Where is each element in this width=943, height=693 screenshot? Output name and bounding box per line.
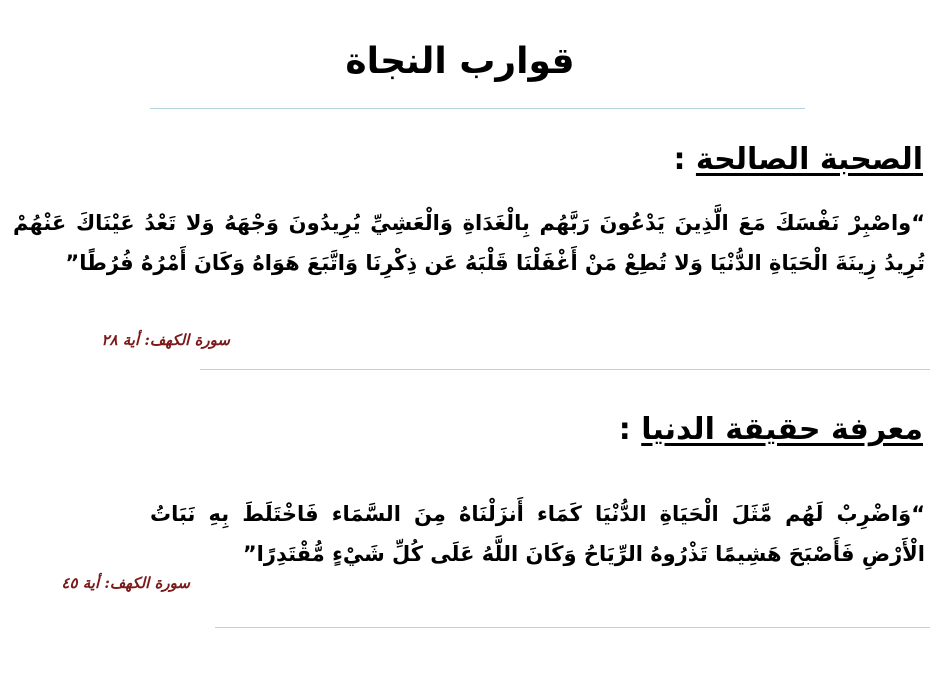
section-heading-text: معرفة حقيقة الدنيا	[641, 412, 923, 447]
title-divider	[150, 108, 805, 109]
section-heading-colon: :	[673, 142, 696, 177]
section-divider-1	[200, 369, 930, 370]
section-heading-colon: :	[618, 412, 642, 447]
page-title: قوارب النجاة	[345, 41, 575, 82]
verse-al-kahf-28: “واصْبِرْ نَفْسَكَ مَعَ الَّذِينَ يَدْعُونَ رَبَّهُم بِالْغَدَاةِ وَالْعَشِيِّ يُرِيدُونَ وَجْهَهُ وَلا تَعْدُ عَيْنَاكَ عَنْهُمْ تُرِيدُ زِينَةَ الْحَيَاةِ الدُّنْيَا وَلا تُطِعْ مَنْ أَغْفَلْنَا قَلْبَهُ عَن ذِكْرِنَا وَاتَّبَعَ هَوَاهُ وَكَانَ أَمْرُهُ فُرُطًا”	[13, 211, 925, 275]
section-heading-text: الصحبة الصالحة	[695, 142, 923, 177]
verse-source-45: سورة الكهف: أية ٤٥	[61, 574, 190, 592]
section-heading-good-companionship	[673, 142, 923, 178]
section-heading-worldly-reality	[619, 412, 923, 448]
verse-al-kahf-45: “وَاضْرِبْ لَهُم مَّثَلَ الْحَيَاةِ الدُّنْيَا كَمَاء أَنزَلْنَاهُ مِنَ السَّمَاء فَاخْتَلَطَ بِهِ نَبَاتُ الْأَرْضِ فَأَصْبَحَ هَشِيمًا تَذْرُوهُ الرِّيَاحُ وَكَانَ اللَّهُ عَلَى كُلِّ شَيْءٍ مُّقْتَدِرًا”	[150, 502, 925, 566]
verse-source-28: سورة الكهف: أية ٢٨	[101, 331, 230, 349]
section-divider-2	[215, 627, 930, 628]
